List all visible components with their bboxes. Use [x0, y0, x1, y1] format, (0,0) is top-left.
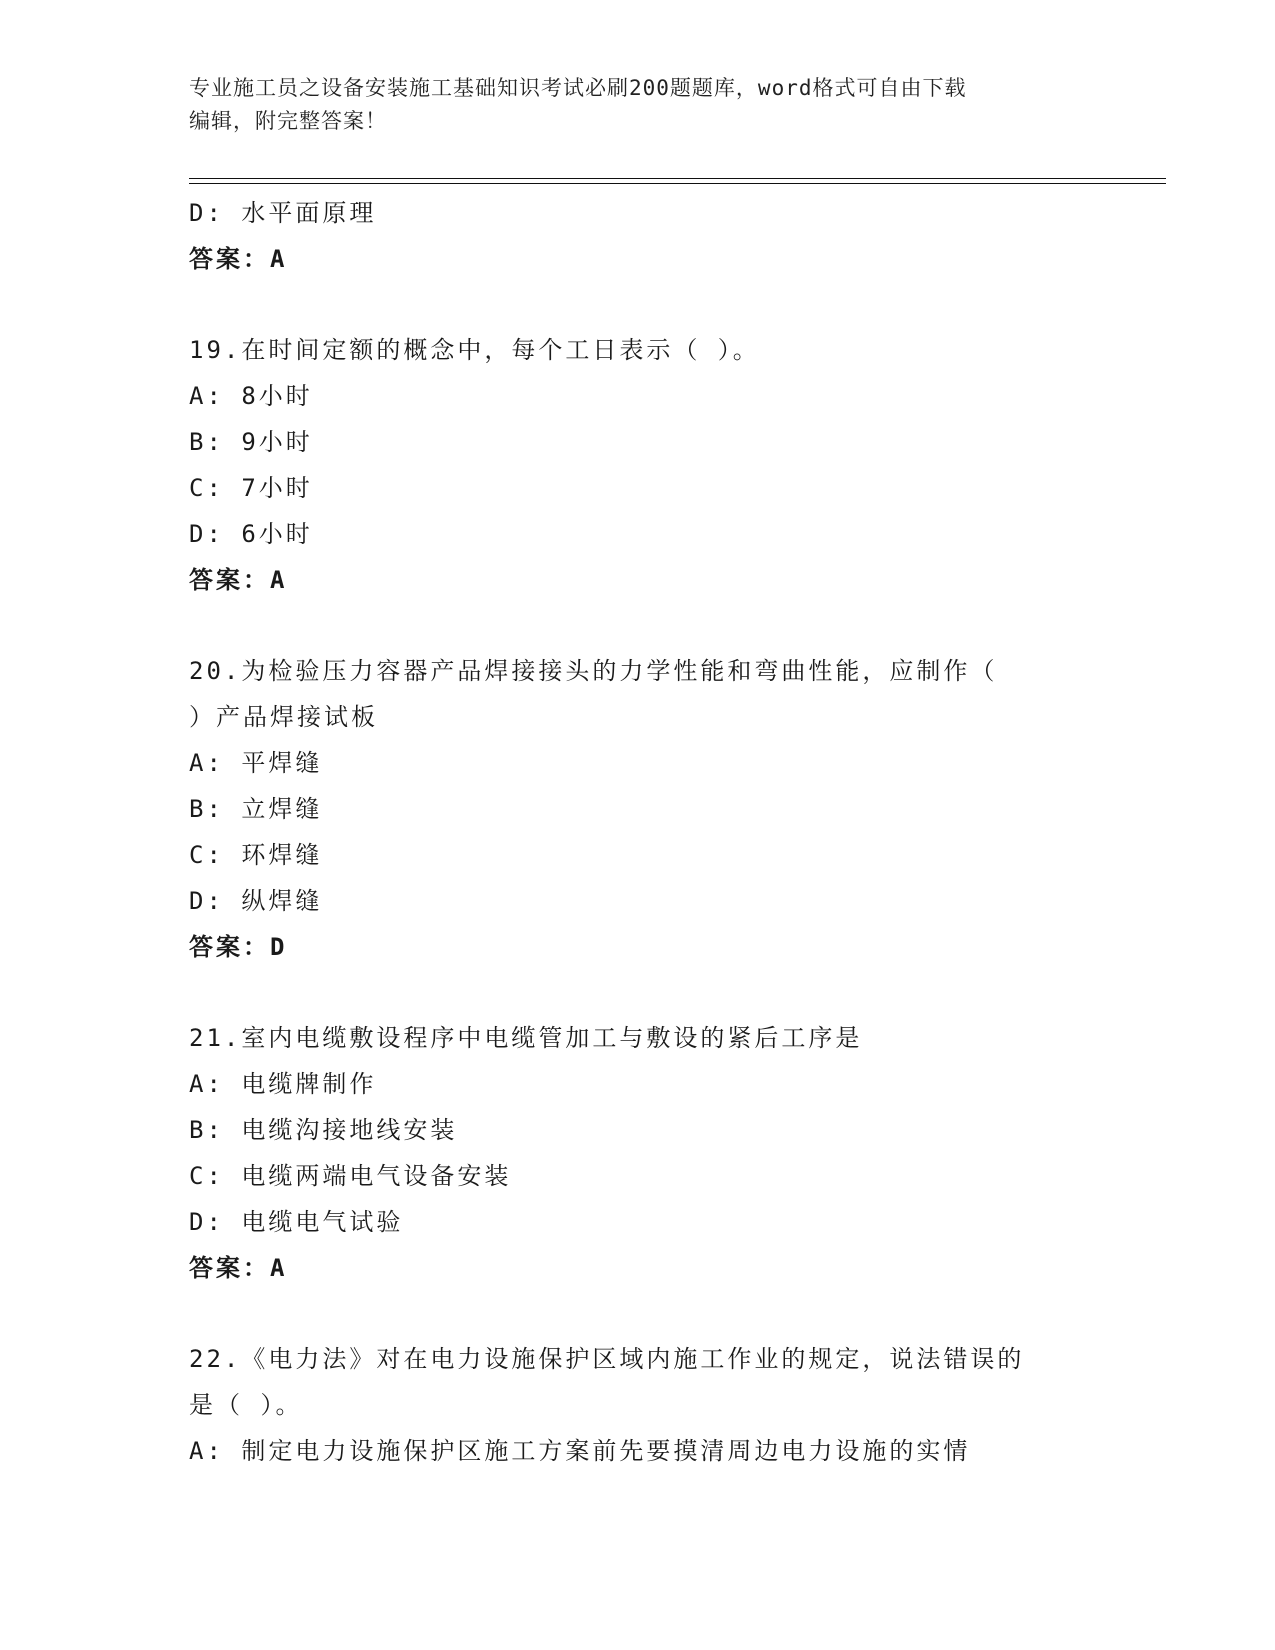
answer-line: 答案：A [189, 1254, 288, 1282]
option-a: A: 平焊缝 [189, 749, 323, 777]
option-b: B: 电缆沟接地线安装 [189, 1116, 458, 1144]
option-c: C: 7小时 [189, 474, 313, 502]
header-divider-bottom [189, 183, 1166, 184]
option-b: B: 9小时 [189, 428, 313, 456]
question-stem: 20.为检验压力容器产品焊接接头的力学性能和弯曲性能，应制作（ [189, 657, 998, 685]
option-d: D: 6小时 [189, 520, 313, 548]
question-block-20 [189, 648, 1169, 970]
option-a: A: 制定电力设施保护区施工方案前先要摸清周边电力设施的实情 [189, 1437, 971, 1465]
question-list [189, 190, 1169, 1474]
spacer [189, 1291, 1169, 1336]
question-stem: 22.《电力法》对在电力设施保护区域内施工作业的规定，说法错误的 [189, 1345, 1025, 1373]
question-stem: 21.室内电缆敷设程序中电缆管加工与敷设的紧后工序是 [189, 1024, 863, 1052]
question-stem-continued: 是（ ）。 [189, 1391, 303, 1419]
question-block-prev [189, 190, 1169, 282]
question-block-21 [189, 1015, 1169, 1291]
header-line-1: 专业施工员之设备安装施工基础知识考试必刷200题题库，word格式可自由下载 [189, 76, 967, 100]
spacer [189, 970, 1169, 1015]
spacer [189, 603, 1169, 648]
answer-line: 答案：D [189, 933, 288, 961]
question-stem-continued: ）产品焊接试板 [189, 703, 378, 731]
option-a: A: 电缆牌制作 [189, 1070, 377, 1098]
option-d: D: 水平面原理 [189, 199, 377, 227]
question-block-19 [189, 327, 1169, 603]
answer-line: 答案：A [189, 245, 288, 273]
spacer [189, 282, 1169, 327]
question-stem: 19.在时间定额的概念中，每个工日表示（ ）。 [189, 336, 760, 364]
document-header [189, 72, 1089, 138]
option-c: C: 环焊缝 [189, 841, 323, 869]
answer-line: 答案：A [189, 566, 288, 594]
header-divider-top [189, 178, 1166, 179]
header-line-2: 编辑，附完整答案！ [189, 109, 387, 133]
option-b: B: 立焊缝 [189, 795, 323, 823]
option-a: A: 8小时 [189, 382, 313, 410]
option-c: C: 电缆两端电气设备安装 [189, 1162, 512, 1190]
option-d: D: 电缆电气试验 [189, 1208, 404, 1236]
option-d: D: 纵焊缝 [189, 887, 323, 915]
question-block-22 [189, 1336, 1169, 1474]
